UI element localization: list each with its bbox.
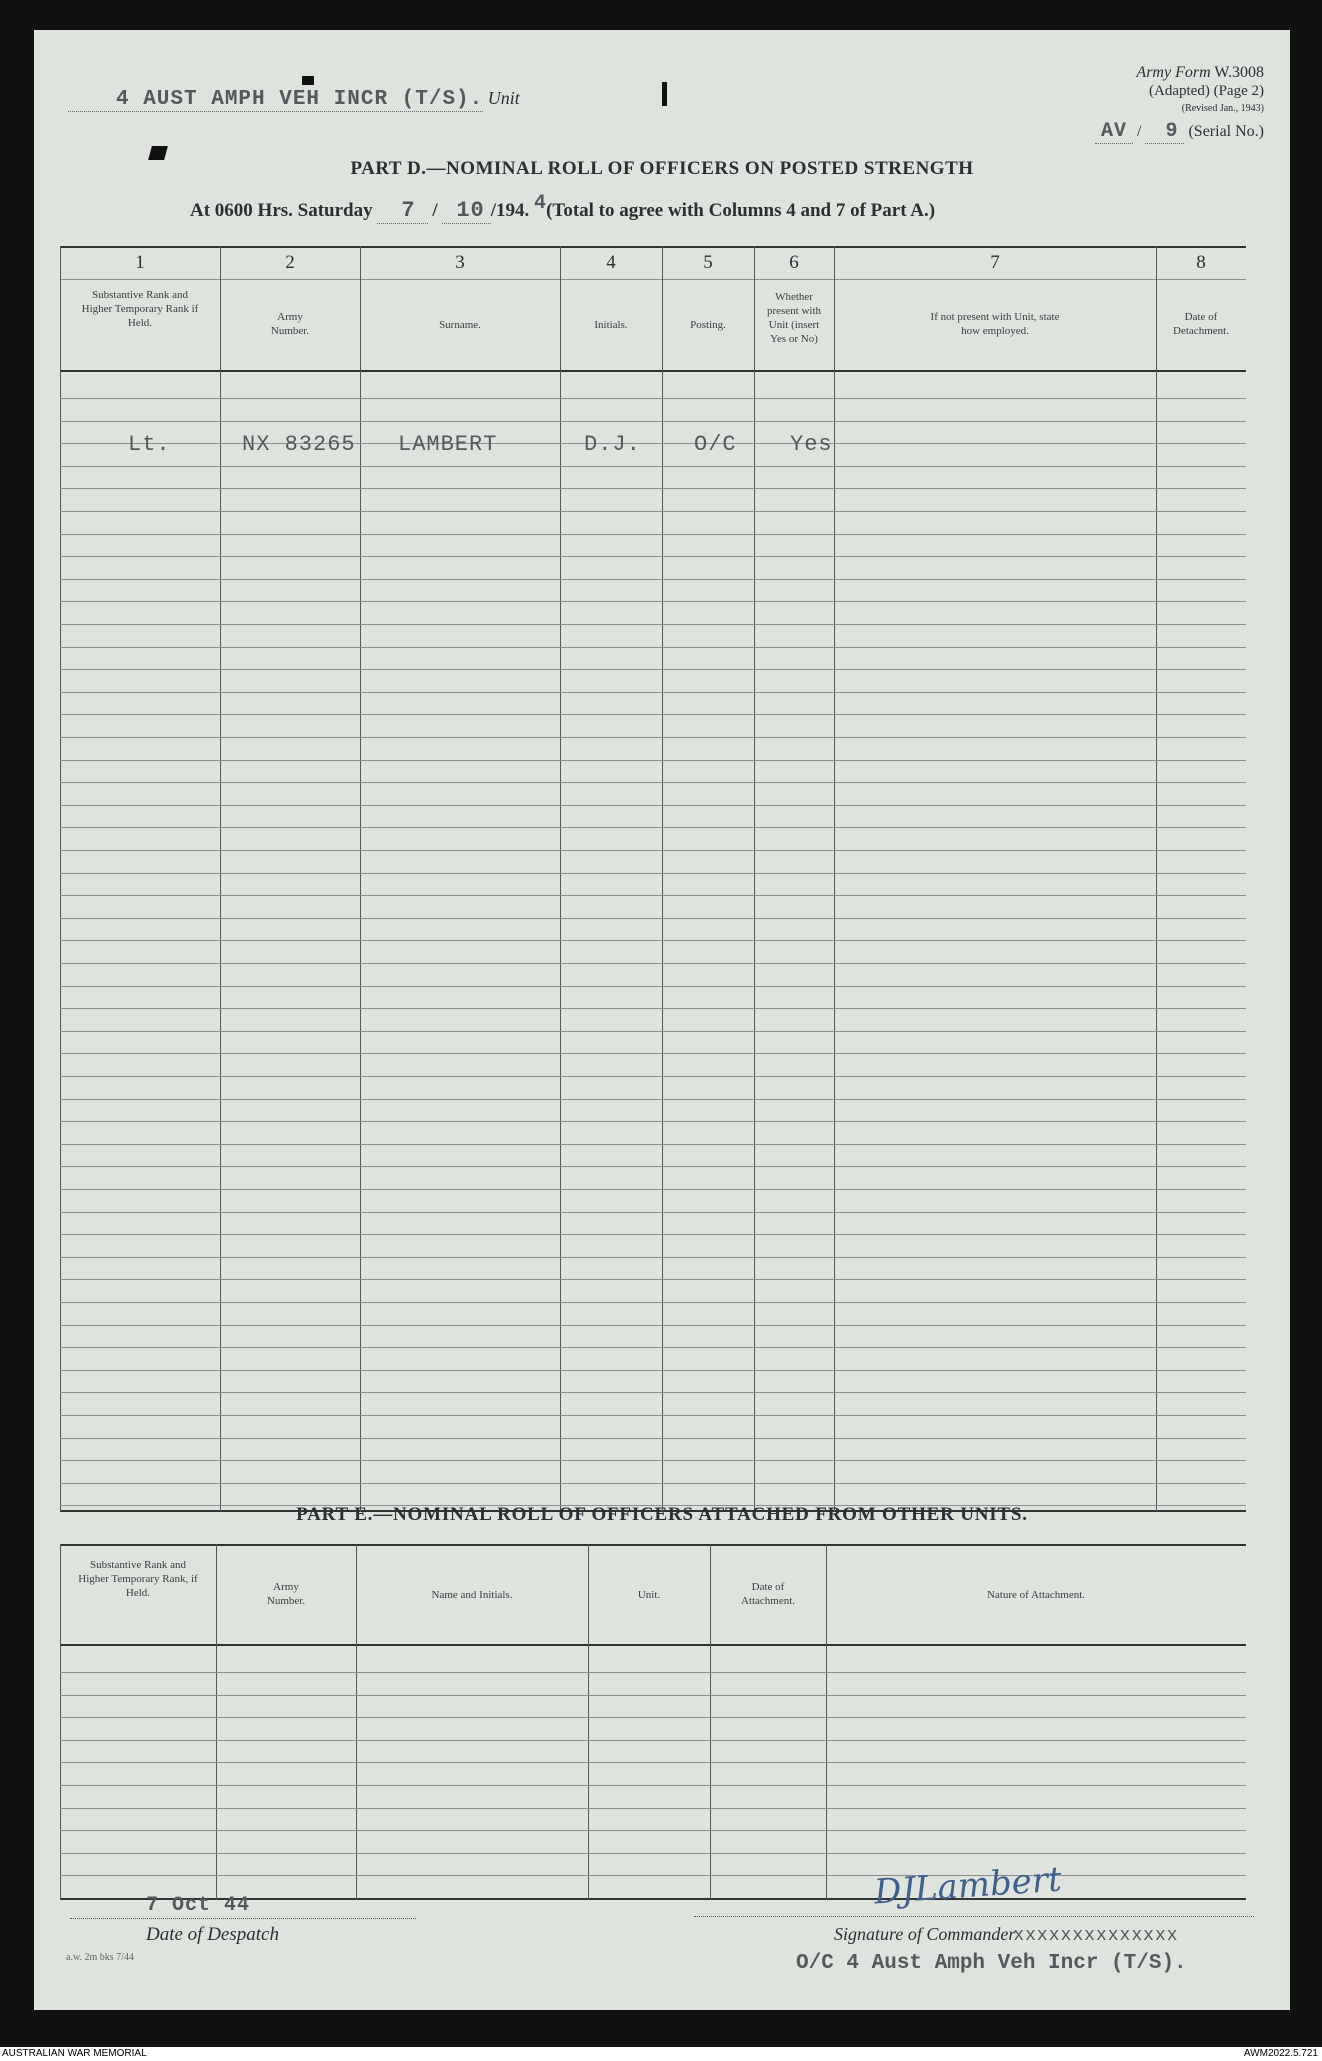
rule-line (60, 1460, 1246, 1461)
col-label-attachment-date: Date of Attachment. (740, 1581, 796, 1607)
rule-line (60, 918, 1246, 919)
serial-number (1019, 120, 1264, 143)
table-top-border (60, 246, 1246, 248)
col-number-2: 2 (285, 252, 295, 273)
column-divider (1156, 246, 1157, 1512)
cell-present: Yes (790, 432, 833, 457)
rule-line (60, 534, 1246, 535)
rule-line (60, 1830, 1246, 1831)
form-number: W.3008 (1214, 64, 1264, 81)
column-divider (710, 1544, 711, 1900)
rule-line (60, 1762, 1246, 1763)
rule-line (60, 1302, 1246, 1303)
rule-line (60, 624, 1246, 625)
header-bottom-border (60, 1644, 1246, 1646)
rule-line (60, 782, 1246, 783)
despatch-label: Date of Despatch (146, 1924, 279, 1945)
cell-surname: LAMBERT (398, 432, 498, 457)
rule-line (60, 1672, 1246, 1673)
ink-mark (662, 82, 667, 106)
despatch-date-line (70, 1918, 416, 1919)
archive-strip (0, 2047, 1322, 2061)
unit-value: 4 AUST AMPH VEH INCR (T/S). (68, 88, 483, 112)
rule-line (60, 1392, 1246, 1393)
rule-line (60, 850, 1246, 851)
col-number-4: 4 (606, 252, 616, 273)
rule-line (60, 1008, 1246, 1009)
rule-line (60, 466, 1246, 467)
rule-line (60, 895, 1246, 896)
col-number-5: 5 (703, 252, 713, 273)
col-label-surname: Surname. (439, 319, 481, 331)
rule-line (60, 1144, 1246, 1145)
signer-title: O/C 4 Aust Amph Veh Incr (T/S). (796, 1952, 1187, 1975)
cell-posting: O/C (694, 432, 737, 457)
rule-line (60, 1031, 1246, 1032)
unit-label: Unit (487, 88, 520, 108)
col-label-initials: Initials. (594, 319, 628, 331)
rule-line (60, 1347, 1246, 1348)
rule-line (60, 986, 1246, 987)
column-number-divider (60, 279, 1246, 280)
rule-line (60, 737, 1246, 738)
col-label-rank: Substantive Rank and Higher Temporary Rank, if Held. (78, 1559, 198, 1599)
rule-line (60, 669, 1246, 670)
unit-line (68, 88, 608, 111)
column-divider (60, 1544, 61, 1900)
rule-line (60, 827, 1246, 828)
rule-line (60, 579, 1246, 580)
at-year-digit: 4 (534, 192, 547, 215)
col-label-rank: Substantive Rank and Higher Temporary Rank if Held. (81, 289, 199, 329)
col-label-nature: Nature of Attachment. (986, 1589, 1086, 1601)
rule-line (60, 1370, 1246, 1371)
archive-name: AUSTRALIAN WAR MEMORIAL (2, 2048, 147, 2059)
cell-initials: D.J. (584, 432, 641, 457)
rule-line (60, 1808, 1246, 1809)
column-divider (560, 246, 561, 1512)
at-month: 10 (442, 198, 490, 224)
rule-line (60, 511, 1246, 512)
archive-ref: AWM2022.5.721 (1243, 2048, 1318, 2059)
signature-label-text: Signature of Commander (834, 1924, 1016, 1944)
rule-line (60, 873, 1246, 874)
col-label-name-initials: Name and Initials. (431, 1589, 513, 1601)
rule-line (60, 601, 1246, 602)
col-number-3: 3 (455, 252, 465, 273)
rule-line (60, 398, 1246, 399)
rule-line (60, 1234, 1246, 1235)
rule-line (60, 1717, 1246, 1718)
form-revised: (Revised Jan., 1943) (1181, 103, 1264, 114)
rule-line (60, 1053, 1246, 1054)
form-identifier (1034, 64, 1264, 118)
serial-value: 9 (1145, 120, 1184, 144)
serial-label: (Serial No.) (1188, 123, 1264, 140)
signature-label (834, 1924, 1179, 1946)
column-divider (216, 1544, 217, 1900)
rule-line (60, 1189, 1246, 1190)
despatch-date: 7 Oct 44 (146, 1894, 251, 1917)
rule-line (60, 1212, 1246, 1213)
col-label-unit: Unit. (637, 1589, 661, 1601)
rule-line (60, 1483, 1246, 1484)
form-adapted: (Adapted) (Page 2) (1149, 83, 1264, 99)
serial-prefix: AV (1095, 120, 1133, 144)
rule-line (60, 421, 1246, 422)
ink-mark (302, 76, 314, 85)
rule-line (60, 1415, 1246, 1416)
serial-separator: / (1137, 123, 1142, 140)
column-divider (754, 246, 755, 1512)
form-sheet (34, 30, 1290, 2010)
rule-line (60, 1257, 1246, 1258)
rule-line (60, 760, 1246, 761)
column-divider (220, 246, 221, 1512)
total-note: (Total to agree with Columns 4 and 7 of Part A.) (546, 200, 936, 221)
col-number-7: 7 (990, 252, 1000, 273)
at-label: At 0600 Hrs. Saturday (190, 200, 373, 221)
army-form-label: Army Form (1136, 64, 1211, 81)
rule-line (60, 556, 1246, 557)
col-label-detachment: Date of Detachment. (1173, 311, 1229, 337)
column-divider (662, 246, 663, 1512)
rule-line (60, 1166, 1246, 1167)
col-label-army-number: Army Number. (270, 311, 310, 337)
cell-army-number: NX 83265 (242, 432, 356, 457)
rule-line (60, 1099, 1246, 1100)
header-bottom-border (60, 370, 1246, 372)
rule-line (60, 1438, 1246, 1439)
rule-line (60, 940, 1246, 941)
rule-line (60, 714, 1246, 715)
column-divider (60, 246, 61, 1512)
print-code: a.w. 2m bks 7/44 (66, 1952, 134, 1963)
table-top-border (60, 1544, 1246, 1546)
rule-line (60, 1740, 1246, 1741)
rule-line (60, 1785, 1246, 1786)
at-year-prefix: /194. (490, 200, 530, 221)
rule-line (60, 647, 1246, 648)
at-day: 7 (377, 198, 427, 224)
rule-line (60, 488, 1246, 489)
part-e-table (60, 1544, 1246, 1900)
signature-strike: xxxxxxxxxxxxxx (1013, 1926, 1179, 1946)
part-e-title: PART E.—NOMINAL ROLL OF OFFICERS ATTACHED FROM OTHER UNITS. (296, 1504, 1028, 1525)
col-label-army-number: Army Number. (266, 1581, 306, 1607)
col-number-6: 6 (789, 252, 799, 273)
rule-line (60, 805, 1246, 806)
rule-line (60, 1853, 1246, 1854)
signature-line (694, 1916, 1254, 1917)
col-label-posting: Posting. (690, 319, 726, 331)
rule-line (60, 692, 1246, 693)
rule-line (60, 1076, 1246, 1077)
rule-line (60, 1121, 1246, 1122)
at-line: At 0600 Hrs. Saturday 7 / 10 /194. 4(Total to agree with Columns 4 and 7 of Part A.) (190, 192, 936, 223)
column-divider (360, 246, 361, 1512)
column-divider (834, 246, 835, 1512)
col-number-1: 1 (135, 252, 145, 273)
rule-line (60, 1695, 1246, 1696)
col-label-employed: If not present with Unit, state how employed. (930, 311, 1060, 337)
part-d-title: PART D.—NOMINAL ROLL OF OFFICERS ON POSTED STRENGTH (350, 158, 974, 179)
rule-line (60, 963, 1246, 964)
col-label-present: Whether present with Unit (insert Yes or No) (766, 291, 822, 345)
handwritten-signature: DJLambert (872, 1859, 1063, 1913)
rule-line (60, 1875, 1246, 1876)
col-number-8: 8 (1196, 252, 1206, 273)
rule-line (60, 443, 1246, 444)
part-d-table (60, 246, 1246, 1512)
cell-rank: Lt. (128, 432, 171, 457)
rule-line (60, 1279, 1246, 1280)
rule-line (60, 1325, 1246, 1326)
